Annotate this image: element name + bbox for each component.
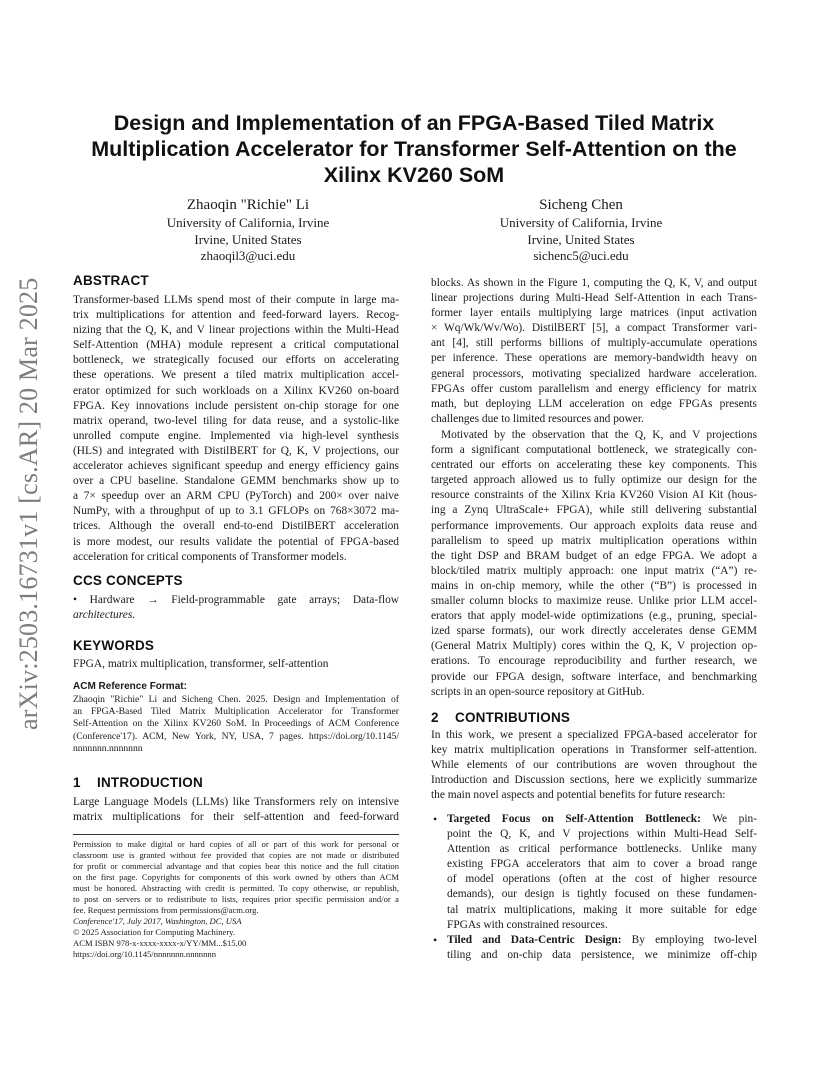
text-line: the main novel aspects and potential benefits for future research: [431, 789, 726, 802]
text-line: scripts in an open-source repository at GitHub. [431, 685, 645, 698]
footnote-divider [73, 834, 399, 835]
contributions-body [431, 728, 757, 803]
text-line: a 7× speedup over an ARM CPU (PyTorch) and 200× over naive [73, 490, 399, 503]
bullet-text: By employing two-level [621, 934, 757, 946]
text-line: (Conference'17). ACM, New York, NY, USA, 7 pages. https://doi.org/10.1145/ [73, 730, 399, 742]
text-line: challenges due to limited resources and power. [431, 412, 644, 425]
text-line: former layer entails multiplying large matrices (input activation [431, 307, 757, 320]
text-line: key matrix multiplication operations in Transformer self-attention. [431, 744, 757, 757]
text-line: (HLS) and integrated with DistilBERT for Q, K, V projections, our [73, 444, 399, 457]
contribution-bullet-1 [433, 812, 757, 933]
text-line: math, but deploying LLM acceleration on edge FPGAs presents [431, 397, 757, 410]
text-line: centrated our efforts on accelerating these key components. This [431, 459, 757, 472]
text-line: accelerator achieves significant speedup and energy efficiency gains [73, 460, 399, 473]
author-affiliation: University of California, Irvine [499, 215, 663, 230]
bullet-icon: • [433, 812, 438, 826]
conference-line: Conference'17, July 2017, Washington, DC, USA [73, 916, 242, 926]
text-line: unrolled compute engine. Implemented via high-level synthesis [73, 429, 399, 442]
text-line: nizing that the Q, K, and V linear projections within the Multi-Head [73, 324, 399, 337]
text-line: an FPGA-Based Tiled Matrix Multiplication Accelerator for Transformer [73, 706, 399, 718]
text-line: FPGAs with constrained resources. [447, 918, 608, 931]
author-location: Irvine, United States [194, 231, 302, 247]
text-line: Motivated by the observation that the Q, K, and V projections [441, 429, 757, 441]
text-line: × Wq/Wk/Wv/Wo). DistilBERT [5], a compact Transformer vari- [431, 322, 757, 335]
author-name: Zhaoqin "Richie" Li [186, 197, 310, 213]
text-line: Self-Attention (MHA) module represent a critical computational [73, 339, 399, 352]
text-line: ing a Zynq UltraScale+ FPGA), while still delivering substantial [431, 504, 757, 517]
text-line: of model operations (often at the cost of higher resource [447, 873, 757, 886]
text-line: performance improvements. Our approach exploits data reuse and [431, 519, 757, 532]
text-line: ized sparse formats), our work directly accelerates dense GEMM [431, 625, 757, 638]
text-line: erations. To encourage reproducibility and further research, we [431, 655, 757, 668]
text-line: trix multiplications for attention and feed-forward layers. Recog- [73, 309, 399, 322]
bullet-title: Targeted Focus on Self-Attention Bottleneck: [447, 813, 701, 825]
ccs-line: • Hardware → Field-programmable gate arrays; Data-flow [73, 594, 399, 606]
text-line: FPGAs offer custom parallelism and energy efficiency for matrix [431, 382, 757, 395]
abstract-heading: ABSTRACT [73, 273, 149, 288]
text-line: linear projections during Multi-Head Self-Attention in each Trans- [431, 292, 757, 305]
text-line: parallelism to speed up matrix multiplication operations within [431, 534, 757, 547]
text-line: bottleneck, we strategically focused our efforts on accelerating [73, 354, 399, 367]
text-line: smaller column blocks to maximize reuse. Unlike prior LLM accel- [431, 595, 757, 608]
intro-heading [73, 775, 203, 790]
text-line: on the first page. Copyrights for components of this work owned by others than ACM [73, 872, 399, 882]
text-line: for profit or commercial advantage and that copies bear this notice and the full citation [73, 861, 399, 871]
text-line: matrix multiplications for their self-attention and feed-forward [73, 811, 399, 824]
text-line: block/tiled matrix multiply approach: one input matrix (“A”) re- [431, 564, 757, 577]
contributions-heading [431, 710, 570, 725]
text-line: is more modest, our results validate the potential of FPGA-based [73, 535, 399, 548]
text-line: general processors, motivating specialized hardware acceleration. [431, 367, 757, 380]
copyright-line: © 2025 Association for Computing Machinery. [73, 927, 236, 937]
text-line: matrix operand, two-level tiling for data reuse, and a systolic-like [73, 414, 399, 427]
abstract-body [73, 293, 399, 565]
author-name: Sicheng Chen [539, 197, 623, 213]
text-line: tal matrix multiplications, making it more suitable for edge [447, 903, 757, 916]
text-line: ant [4], still performs billions of multiply-accumulate operations [431, 337, 757, 350]
copyright-block [73, 916, 399, 960]
intro-body [73, 795, 399, 825]
intro-paragraph-2 [431, 428, 757, 700]
text-line: resource constraints of the Xilinx Kria KV260 Vision AI Kit (hous- [431, 489, 757, 502]
doi-line[interactable]: https://doi.org/10.1145/nnnnnnn.nnnnnnn [73, 949, 216, 959]
acm-reference-heading: ACM Reference Format: [73, 681, 187, 692]
paper-title [60, 110, 768, 188]
text-line: Introduction and Discussion sections, here we explicitly summarize [431, 774, 757, 787]
author-block-1 [98, 196, 398, 265]
text-line: acceleration for critical components of Transformer models. [73, 550, 347, 563]
isbn-line: ACM ISBN 978-x-xxxx-xxxx-x/YY/MM...$15.00 [73, 938, 247, 948]
text-line: fee. Request permissions from permissions@acm.org. [73, 905, 259, 915]
text-line: form a significant computational bottleneck, we strategically con- [431, 444, 757, 457]
text-line: NumPy, with a throughput of up to 3.1 GFLOPs on 768×3072 ma- [73, 505, 399, 518]
text-line: erators that apply model-wide optimizations (e.g., pruning, special- [431, 610, 757, 623]
text-line: classroom use is granted without fee provided that copies are not made or distributed [73, 850, 399, 860]
keywords-line: FPGA, matrix multiplication, transformer, self-attention [73, 658, 329, 670]
text-line: erator optimized for such workloads on a Xilinx KV260 on-board [73, 384, 399, 397]
text-line: Transformer-based LLMs spend most of their compute in large ma- [73, 294, 399, 306]
text-line: blocks. As shown in the Figure 1, computing the Q, K, V, and output [431, 277, 757, 289]
permission-notice [73, 839, 399, 916]
keywords-text [73, 657, 399, 672]
intro-paragraph-1 [431, 276, 757, 427]
bullet-icon: • [433, 933, 438, 947]
text-line: to post on servers or to redistribute to lists, requires prior specific permission and/or a [73, 894, 399, 904]
text-line: (General Matrix Multiply) cores within the Q, K, V projection op- [431, 640, 757, 653]
text-line: mains in on-chip memory, while the other (“B”) is processed in [431, 579, 757, 592]
text-line: existing FPGA accelerators that aim to cover a broad range [447, 858, 757, 871]
bullet-title: Tiled and Data-Centric Design: [447, 934, 622, 946]
text-line: must be honored. Abstracting with credit is permitted. To copy otherwise, or republish, [73, 883, 399, 893]
text-line: targeted approach allowed us to fully optimize our design for the [431, 474, 757, 487]
author-block-2 [431, 196, 731, 265]
text-line: nnnnnnn.nnnnnnn [73, 742, 143, 754]
author-email[interactable]: zhaoqil3@uci.edu [200, 248, 296, 263]
text-line: Zhaoqin "Richie" Li and Sicheng Chen. 2025. Design and Implementation of [73, 694, 399, 705]
author-email[interactable]: sichenc5@uci.edu [533, 248, 629, 263]
ccs-concepts [73, 593, 399, 623]
text-line: Self-Attention on the Xilinx KV260 SoM. In Proceedings of ACM Conference [73, 718, 399, 730]
author-location: Irvine, United States [527, 231, 635, 247]
text-line: provide our FPGA design, software interface, and benchmarking [431, 670, 757, 683]
title-line: Xilinx KV260 SoM [323, 163, 505, 187]
text-line: demands), our design is tightly focused on these fundamen- [447, 888, 757, 901]
section-number: 2 [431, 710, 439, 725]
text-line: In this work, we present a specialized FPGA-based accelerator for [431, 729, 757, 741]
text-line: over a CPU baseline. Standalone GEMM benchmarks show up to [73, 475, 399, 488]
text-line: tiling and on-chip data persistence, we minimize off-chip [447, 949, 757, 962]
arxiv-stamp: arXiv:2503.16731v1 [cs.AR] 20 Mar 2025 [14, 277, 43, 730]
acm-reference-body [73, 694, 399, 755]
text-line: While elements of our contributions are woven throughout the [431, 759, 757, 772]
section-number: 1 [73, 775, 81, 790]
title-line: Design and Implementation of an FPGA-Based Tiled Matrix [113, 111, 715, 135]
text-line: Attention as critical performance bottlenecks. Unlike many [447, 843, 757, 856]
text-line: point the Q, K, and V projections within Multi-Head Self- [447, 828, 757, 841]
text-line: per inference. These operations are memory-bandwidth heavy on [431, 352, 757, 365]
text-line: the tight DSP and BRAM budget of an edge FPGA. We adopt a [431, 549, 757, 562]
text-line: FPGA. Key innovations include persistent on-chip storage for one [73, 399, 399, 412]
text-line: Large Language Models (LLMs) like Transformers rely on intensive [73, 796, 399, 808]
contribution-bullet-2 [433, 933, 757, 963]
section-title: CONTRIBUTIONS [455, 710, 571, 725]
keywords-heading: KEYWORDS [73, 638, 155, 653]
text-line: these operations. We present a tiled matrix multiplication accel- [73, 369, 399, 382]
section-title: INTRODUCTION [97, 775, 203, 790]
author-affiliation: University of California, Irvine [166, 215, 330, 230]
text-line: Permission to make digital or hard copies of all or part of this work for personal or [73, 839, 399, 849]
ccs-line: architectures. [73, 609, 136, 622]
text-line: trices. Although the overall end-to-end DistilBERT acceleration [73, 520, 399, 533]
title-line: Multiplication Accelerator for Transformer Self-Attention on the [91, 137, 737, 161]
bullet-text: We pin- [700, 813, 757, 825]
ccs-heading: CCS CONCEPTS [73, 573, 183, 588]
